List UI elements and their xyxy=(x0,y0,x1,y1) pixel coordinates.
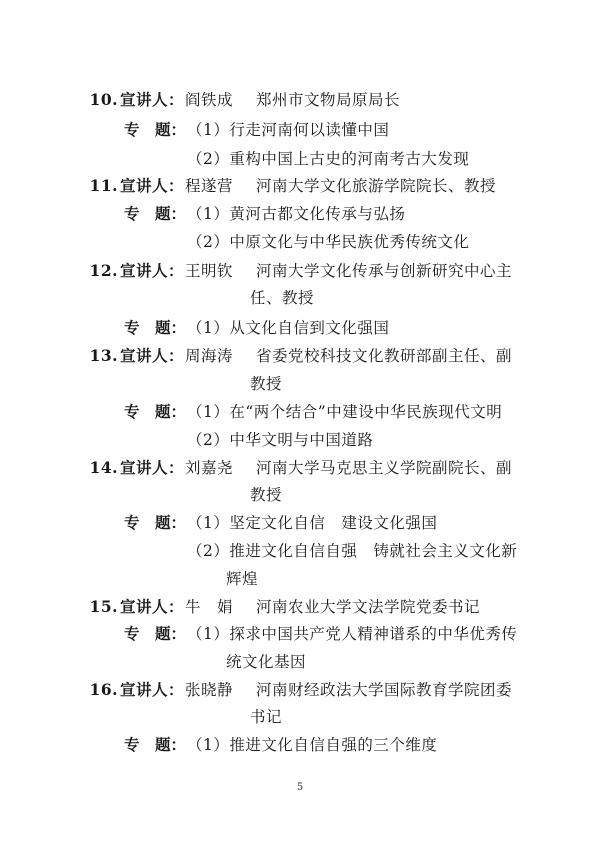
page-number: 5 xyxy=(296,782,304,793)
speaker-title: 教授 xyxy=(250,486,283,504)
speaker-title: 河南农业大学文法学院党委书记 xyxy=(256,598,481,616)
speaker-title: 河南财经政法大学国际教育学院团委 xyxy=(256,681,513,699)
topic-text: 辉煌 xyxy=(226,570,259,588)
topic-text: （1）黄河古都文化传承与弘扬 xyxy=(187,205,406,223)
speaker-name: 程遂营 xyxy=(185,177,234,195)
entry-number: 12. xyxy=(89,261,118,280)
speaker-label: 宣讲人： xyxy=(120,346,185,365)
speaker-label: 宣讲人： xyxy=(120,458,185,477)
speaker-name: 阎铁成 xyxy=(185,91,234,109)
topic-text: （2）中华文明与中国道路 xyxy=(187,431,374,449)
entry-number: 11. xyxy=(89,176,118,195)
topic-label: 专 题： xyxy=(124,624,187,643)
speaker-name: 王明钦 xyxy=(185,262,234,280)
speaker-label: 宣讲人： xyxy=(120,90,185,109)
speaker-title: 河南大学文化传承与创新研究中心主 xyxy=(256,262,513,280)
entry-number: 13. xyxy=(89,346,118,365)
topic-text: （1）从文化自信到文化强国 xyxy=(187,319,390,337)
topic-text: （1）坚定文化自信 建设文化强国 xyxy=(187,514,438,532)
speaker-name: 刘嘉尧 xyxy=(185,459,234,477)
topic-label: 专 题： xyxy=(124,318,187,337)
topic-text: 统文化基因 xyxy=(226,653,307,671)
speaker-name: 张晓静 xyxy=(185,681,234,699)
speaker-title: 河南大学文化旅游学院院长、教授 xyxy=(256,177,497,195)
speaker-name: 周海涛 xyxy=(185,347,234,365)
topic-text: （1）行走河南何以读懂中国 xyxy=(187,121,390,139)
speaker-label: 宣讲人： xyxy=(120,597,185,616)
topic-text: （1）推进文化自信自强的三个维度 xyxy=(187,736,438,754)
topic-label: 专 题： xyxy=(124,735,187,754)
speaker-title: 省委党校科技文化教研部副主任、副 xyxy=(256,347,513,365)
speaker-label: 宣讲人： xyxy=(120,680,185,699)
topic-text: （2）中原文化与中华民族优秀传统文化 xyxy=(187,233,470,251)
entry-number: 15. xyxy=(89,597,118,616)
topic-text: （2）推进文化自信自强 铸就社会主义文化新 xyxy=(187,542,518,560)
speaker-label: 宣讲人： xyxy=(120,261,185,280)
entry-number: 14. xyxy=(89,458,118,477)
speaker-title: 书记 xyxy=(250,708,283,726)
topic-text: （1）在“两个结合”中建设中华民族现代文明 xyxy=(187,403,503,421)
topic-label: 专 题： xyxy=(124,513,187,532)
speaker-title: 河南大学马克思主义学院副院长、副 xyxy=(256,459,513,477)
entry-number: 10. xyxy=(89,90,118,109)
topic-text: （2）重构中国上古史的河南考古大发现 xyxy=(187,150,470,168)
topic-text: （1）探求中国共产党人精神谱系的中华优秀传 xyxy=(187,625,518,643)
speaker-title: 教授 xyxy=(250,375,283,393)
topic-label: 专 题： xyxy=(124,120,187,139)
topic-label: 专 题： xyxy=(124,402,187,421)
speaker-label: 宣讲人： xyxy=(120,176,185,195)
speaker-title: 任、教授 xyxy=(250,289,315,307)
topic-label: 专 题： xyxy=(124,204,187,223)
entry-number: 16. xyxy=(89,680,118,699)
speaker-name: 牛 娟 xyxy=(185,598,234,616)
speaker-title: 郑州市文物局原局长 xyxy=(256,91,401,109)
